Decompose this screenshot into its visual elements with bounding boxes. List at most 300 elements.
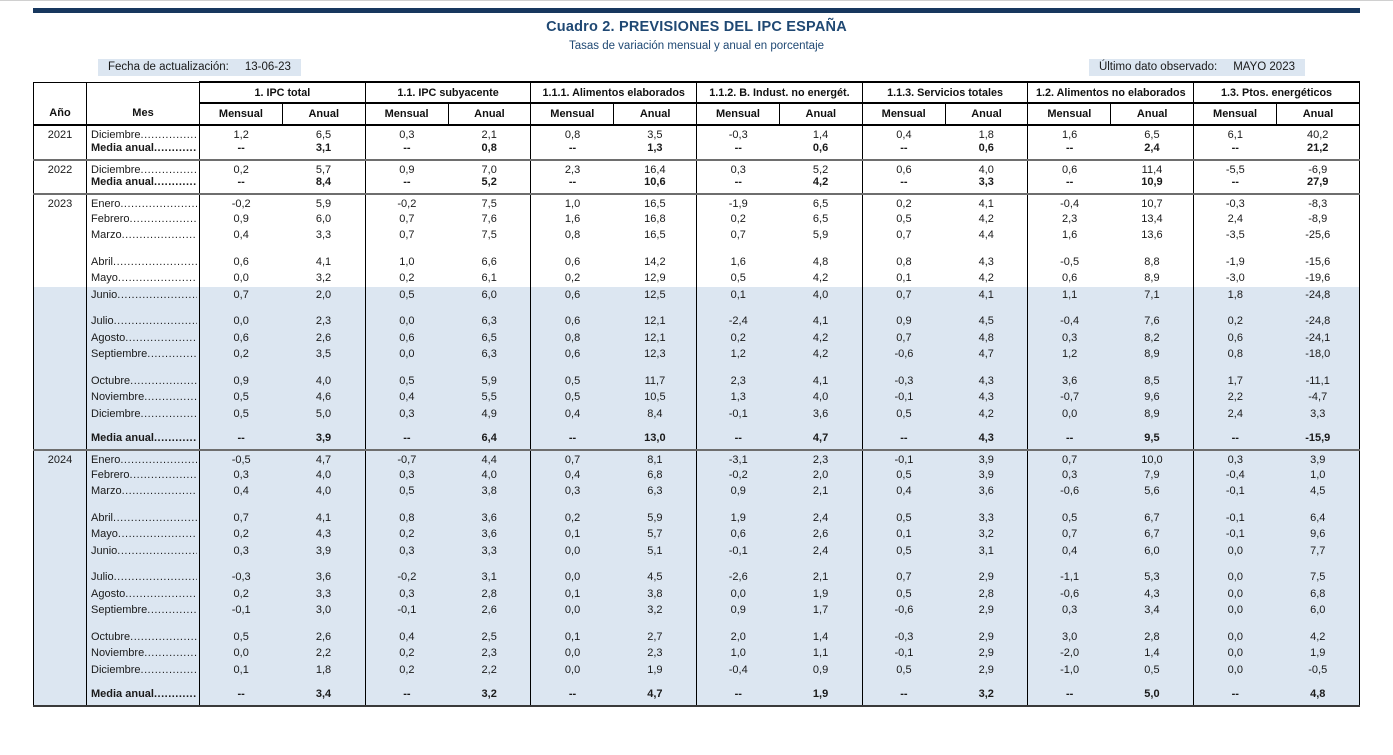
- value-cell: 5,7: [315, 163, 332, 176]
- value-cell: 0,3: [531, 483, 614, 500]
- dot-leader: [118, 272, 197, 284]
- value-cell: 11,4: [1141, 163, 1163, 176]
- dot-leader: [141, 164, 197, 176]
- value-cell: [862, 619, 945, 629]
- value-cell: 2,9: [945, 629, 1028, 646]
- value-cell: 2,3: [1028, 211, 1111, 228]
- value-cell: [697, 678, 780, 688]
- value-cell: -24,1: [1276, 330, 1359, 347]
- value-cell: 4,2: [945, 406, 1028, 423]
- month-label: Enero: [91, 198, 121, 211]
- value-cell: 0,3: [1028, 467, 1111, 484]
- value-cell: --: [531, 142, 614, 160]
- month-label: Abril: [91, 255, 114, 268]
- value-cell: 8,9: [1111, 346, 1194, 363]
- group-header-alimentos-elaborados: 1.1.1. Alimentos elaborados: [531, 82, 697, 103]
- value-cell: 6,0: [1111, 543, 1194, 560]
- spacer-row: [34, 422, 1360, 432]
- value-cell: [945, 500, 1028, 510]
- year-block-2023: [34, 194, 1360, 450]
- month-label: Mayo: [91, 528, 118, 541]
- value-cell: [697, 363, 780, 373]
- value-cell: 0,8: [1194, 346, 1277, 363]
- value-cell: 0,3: [1194, 450, 1277, 467]
- value-cell: 3,1: [315, 141, 332, 154]
- value-cell: -0,6: [862, 602, 945, 619]
- value-cell: 0,0: [531, 569, 614, 586]
- value-cell: 12,1: [614, 313, 697, 330]
- value-cell: 4,1: [315, 255, 332, 268]
- value-cell: [365, 500, 448, 510]
- value-cell: [282, 303, 365, 313]
- value-cell: 2,3: [697, 373, 780, 390]
- value-cell: 6,5: [812, 212, 829, 225]
- month-cell: [87, 363, 200, 373]
- value-cell: 4,3: [945, 373, 1028, 390]
- value-cell: 0,2: [697, 211, 780, 228]
- value-cell: 0,8: [531, 330, 614, 347]
- value-cell: 3,6: [945, 483, 1028, 500]
- month-cell: [87, 303, 200, 313]
- value-cell: 3,3: [282, 586, 365, 603]
- value-cell: [1028, 363, 1111, 373]
- value-cell: 5,9: [448, 373, 531, 390]
- value-cell: 4,8: [945, 330, 1028, 347]
- value-cell: 0,3: [200, 543, 283, 560]
- table-row-2024-diciembre: [34, 662, 1360, 679]
- value-cell: 1,0: [531, 194, 614, 211]
- sub-header-anual: Anual: [282, 103, 365, 125]
- sub-header-mensual: Mensual: [200, 103, 283, 125]
- value-cell: [945, 559, 1028, 569]
- value-cell: 0,2: [365, 645, 448, 662]
- value-cell: -0,2: [365, 569, 448, 586]
- month-cell: [87, 500, 200, 510]
- month-cell: [87, 373, 200, 390]
- sub-header-anual: Anual: [779, 103, 862, 125]
- value-cell: 0,6: [531, 287, 614, 304]
- value-cell: 1,0: [365, 254, 448, 271]
- value-cell: [282, 422, 365, 432]
- update-date-box: [98, 59, 301, 76]
- value-cell: 1,9: [1276, 645, 1359, 662]
- dot-leader: [125, 588, 197, 600]
- value-cell: 40,2: [1276, 125, 1359, 142]
- value-cell: -24,8: [1276, 313, 1359, 330]
- value-cell: -0,5: [1276, 662, 1359, 679]
- value-cell: [614, 244, 697, 254]
- value-cell: 4,7: [945, 346, 1028, 363]
- year-cell: [34, 254, 87, 271]
- value-cell: 8,5: [1111, 373, 1194, 390]
- table-row-2024-octubre: [34, 629, 1360, 646]
- value-cell: [1028, 619, 1111, 629]
- value-cell: -4,7: [1276, 389, 1359, 406]
- value-cell: 0,5: [1111, 662, 1194, 679]
- value-cell: 3,6: [282, 569, 365, 586]
- year-cell: [34, 211, 87, 228]
- value-cell: [282, 678, 365, 688]
- year-cell: [34, 569, 87, 586]
- value-cell: --: [365, 688, 448, 706]
- value-cell: -3,5: [1194, 227, 1277, 244]
- month-cell: [87, 287, 200, 304]
- month-cell: [87, 526, 200, 543]
- value-cell: [1111, 303, 1194, 313]
- value-cell: -15,6: [1276, 254, 1359, 271]
- value-cell: [1276, 678, 1359, 688]
- value-cell: 16,4: [644, 163, 666, 176]
- month-cell: [87, 688, 200, 706]
- month-label: Diciembre: [91, 663, 141, 676]
- dot-leader: [120, 198, 197, 210]
- value-cell: 16,8: [644, 212, 666, 225]
- year-block-2022: [34, 160, 1360, 195]
- value-cell: 0,4: [531, 467, 614, 484]
- value-cell: -0,6: [862, 346, 945, 363]
- value-cell: -0,1: [200, 602, 283, 619]
- value-cell: 0,3: [365, 586, 448, 603]
- value-cell: 0,0: [200, 645, 283, 662]
- value-cell: 0,1: [531, 629, 614, 646]
- value-cell: 8,9: [1144, 272, 1160, 285]
- value-cell: 1,3: [697, 389, 780, 406]
- value-cell: 0,8: [365, 510, 448, 527]
- value-cell: -15,9: [1276, 432, 1359, 450]
- year-cell: 2022: [34, 160, 87, 177]
- value-cell: [448, 422, 531, 432]
- month-label: Octubre: [91, 374, 131, 387]
- value-cell: 0,6: [862, 160, 945, 177]
- value-cell: [200, 559, 283, 569]
- value-cell: -11,1: [1276, 373, 1359, 390]
- value-cell: 0,0: [200, 313, 283, 330]
- value-cell: 4,5: [945, 313, 1028, 330]
- value-cell: 4,2: [779, 346, 862, 363]
- last-observed-value: MAYO 2023: [1233, 61, 1295, 73]
- value-cell: -5,5: [1194, 160, 1277, 177]
- month-label: Agosto: [91, 587, 126, 600]
- value-cell: [697, 619, 780, 629]
- value-cell: 7,7: [1276, 543, 1359, 560]
- year-cell: [34, 483, 87, 500]
- value-cell: 4,1: [945, 287, 1028, 304]
- value-cell: 7,6: [481, 212, 497, 225]
- value-cell: 0,5: [365, 483, 448, 500]
- value-cell: 27,9: [1276, 176, 1359, 194]
- value-cell: -19,6: [1276, 270, 1359, 287]
- value-cell: 0,0: [200, 270, 283, 287]
- year-cell: [34, 363, 87, 373]
- value-cell: 4,4: [448, 450, 531, 467]
- value-cell: --: [1194, 688, 1277, 706]
- value-cell: [1276, 244, 1359, 254]
- value-cell: 1,1: [779, 645, 862, 662]
- value-cell: 1,7: [1194, 373, 1277, 390]
- value-cell: 0,3: [697, 160, 780, 177]
- month-cell: [87, 483, 200, 500]
- value-cell: 12,3: [614, 346, 697, 363]
- value-cell: 8,4: [315, 176, 332, 188]
- value-cell: 6,0: [315, 212, 332, 225]
- value-cell: 10,5: [614, 389, 697, 406]
- value-cell: 0,5: [862, 467, 945, 484]
- table-row-2024-mayo: [34, 526, 1360, 543]
- value-cell: 0,7: [200, 287, 283, 304]
- year-cell: [34, 270, 87, 287]
- spacer-row: [34, 559, 1360, 569]
- year-block-2021: [34, 125, 1360, 160]
- value-cell: 3,6: [1028, 373, 1111, 390]
- value-cell: 4,0: [448, 467, 531, 484]
- value-cell: -3,1: [697, 450, 780, 467]
- value-cell: [1111, 500, 1194, 510]
- value-cell: 4,3: [978, 255, 994, 268]
- value-cell: 12,5: [614, 287, 697, 304]
- value-cell: 5,1: [614, 543, 697, 560]
- value-cell: 16,5: [644, 229, 666, 242]
- value-cell: 2,6: [282, 330, 365, 347]
- value-cell: 1,2: [697, 346, 780, 363]
- value-cell: 2,9: [945, 662, 1028, 679]
- year-block-2024: [34, 450, 1360, 706]
- value-cell: 0,2: [200, 346, 283, 363]
- table-row-2021-media-anual: [34, 142, 1360, 160]
- value-cell: [1276, 500, 1359, 510]
- value-cell: [1028, 500, 1111, 510]
- month-label: Abril: [91, 511, 114, 524]
- last-observed-label: Último dato observado:: [1098, 61, 1218, 73]
- value-cell: 6,0: [1276, 602, 1359, 619]
- value-cell: 2,0: [282, 287, 365, 304]
- value-cell: 3,9: [1276, 450, 1359, 467]
- value-cell: 0,5: [862, 211, 945, 228]
- value-cell: [448, 559, 531, 569]
- value-cell: 6,7: [1111, 510, 1194, 527]
- value-cell: [779, 422, 862, 432]
- table-row-2023-mayo: [34, 270, 1360, 287]
- value-cell: [365, 363, 448, 373]
- value-cell: 0,3: [1028, 602, 1111, 619]
- value-cell: 6,5: [1144, 129, 1160, 142]
- last-observed-box: [1089, 59, 1305, 76]
- value-cell: 5,9: [812, 229, 829, 242]
- value-cell: 0,7: [1028, 450, 1111, 467]
- value-cell: 6,5: [812, 198, 829, 211]
- value-cell: 1,4: [812, 129, 829, 142]
- value-cell: 1,9: [614, 662, 697, 679]
- month-cell: [87, 422, 200, 432]
- value-cell: [614, 678, 697, 688]
- value-cell: 0,4: [1028, 543, 1111, 560]
- value-cell: [1111, 363, 1194, 373]
- value-cell: 6,5: [315, 129, 332, 142]
- value-cell: [200, 678, 283, 688]
- value-cell: 2,3: [282, 313, 365, 330]
- value-cell: [1194, 559, 1277, 569]
- value-cell: 8,2: [1111, 330, 1194, 347]
- value-cell: 0,2: [200, 160, 283, 177]
- value-cell: --: [697, 432, 780, 450]
- value-cell: [1276, 303, 1359, 313]
- value-cell: 6,3: [448, 346, 531, 363]
- value-cell: 13,0: [614, 432, 697, 450]
- value-cell: [365, 678, 448, 688]
- value-cell: 0,4: [531, 406, 614, 423]
- value-cell: 4,9: [448, 406, 531, 423]
- value-cell: 1,2: [200, 125, 283, 142]
- value-cell: 0,6: [1028, 160, 1111, 177]
- value-cell: 0,7: [1028, 526, 1111, 543]
- value-cell: 0,6: [812, 141, 829, 154]
- value-cell: 3,0: [1028, 629, 1111, 646]
- value-cell: 2,9: [945, 569, 1028, 586]
- dot-leader: [122, 485, 197, 497]
- month-cell: [87, 432, 200, 450]
- year-cell: [34, 373, 87, 390]
- value-cell: [862, 363, 945, 373]
- value-cell: 4,2: [779, 330, 862, 347]
- year-cell: [34, 303, 87, 313]
- value-cell: -0,3: [1194, 194, 1277, 211]
- value-cell: 6,7: [1111, 526, 1194, 543]
- table-row-2022-diciembre: [34, 160, 1360, 177]
- value-cell: 0,1: [200, 662, 283, 679]
- year-cell: [34, 467, 87, 484]
- value-cell: [448, 363, 531, 373]
- value-cell: [1276, 559, 1359, 569]
- value-cell: [1276, 422, 1359, 432]
- value-cell: [1276, 619, 1359, 629]
- sub-header-mensual: Mensual: [365, 103, 448, 125]
- value-cell: 0,5: [200, 629, 283, 646]
- table-row-2023-diciembre: [34, 406, 1360, 423]
- value-cell: 2,6: [448, 602, 531, 619]
- value-cell: 0,6: [365, 330, 448, 347]
- value-cell: [1111, 422, 1194, 432]
- value-cell: [365, 422, 448, 432]
- value-cell: 2,9: [945, 602, 1028, 619]
- value-cell: [1194, 244, 1277, 254]
- year-cell: [34, 422, 87, 432]
- table-subtitle: Tasas de variación mensual y anual en porcentaje: [568, 40, 825, 52]
- value-cell: 8,8: [1144, 255, 1160, 268]
- month-cell: [87, 211, 200, 228]
- dot-leader: [113, 256, 197, 268]
- value-cell: [282, 559, 365, 569]
- year-cell: [34, 500, 87, 510]
- value-cell: [779, 678, 862, 688]
- year-cell: [34, 602, 87, 619]
- dot-leader: [144, 647, 197, 659]
- value-cell: [448, 303, 531, 313]
- value-cell: [365, 303, 448, 313]
- value-cell: 4,5: [614, 569, 697, 586]
- value-cell: 0,5: [862, 406, 945, 423]
- year-cell: 2024: [34, 450, 87, 467]
- value-cell: 2,4: [779, 543, 862, 560]
- value-cell: 2,3: [614, 645, 697, 662]
- month-cell: [87, 346, 200, 363]
- group-header-bienes-industriales: 1.1.2. B. Indust. no energét.: [697, 82, 863, 103]
- value-cell: [1194, 500, 1277, 510]
- value-cell: [365, 244, 448, 254]
- dot-leader: [141, 129, 197, 141]
- value-cell: 6,3: [448, 313, 531, 330]
- value-cell: --: [200, 688, 283, 706]
- value-cell: 1,9: [697, 510, 780, 527]
- value-cell: 9,6: [1276, 526, 1359, 543]
- value-cell: 13,6: [1141, 229, 1163, 242]
- month-cell: [87, 645, 200, 662]
- value-cell: [282, 500, 365, 510]
- table-row-2024-septiembre: [34, 602, 1360, 619]
- value-cell: 9,6: [1111, 389, 1194, 406]
- year-cell: [34, 142, 87, 160]
- year-cell: 2021: [34, 125, 87, 142]
- value-cell: 0,8: [862, 254, 945, 271]
- value-cell: 0,5: [531, 373, 614, 390]
- value-cell: [945, 244, 1028, 254]
- value-cell: 3,9: [945, 467, 1028, 484]
- value-cell: 4,0: [282, 467, 365, 484]
- table-row-2024-agosto: [34, 586, 1360, 603]
- value-cell: [1028, 678, 1111, 688]
- month-label: Febrero: [91, 212, 130, 225]
- value-cell: 4,8: [1276, 688, 1359, 706]
- value-cell: [200, 422, 283, 432]
- month-label: Marzo: [91, 229, 122, 242]
- value-cell: 2,1: [481, 129, 497, 142]
- value-cell: 3,1: [945, 543, 1028, 560]
- value-cell: 2,0: [779, 467, 862, 484]
- update-date-value: 13-06-23: [244, 61, 291, 73]
- value-cell: 2,2: [282, 645, 365, 662]
- value-cell: 0,4: [365, 389, 448, 406]
- year-cell: [34, 313, 87, 330]
- value-cell: 5,0: [282, 406, 365, 423]
- month-cell: [87, 270, 200, 287]
- value-cell: 3,2: [448, 688, 531, 706]
- value-cell: 0,6: [531, 346, 614, 363]
- value-cell: 6,4: [1276, 510, 1359, 527]
- month-cell: [87, 602, 200, 619]
- value-cell: [200, 303, 283, 313]
- value-cell: 3,9: [945, 450, 1028, 467]
- value-cell: 0,5: [531, 389, 614, 406]
- value-cell: -18,0: [1276, 346, 1359, 363]
- value-cell: 3,3: [1276, 406, 1359, 423]
- month-cell: [87, 227, 200, 244]
- value-cell: 4,2: [978, 212, 994, 225]
- value-cell: 7,5: [481, 198, 497, 211]
- dot-leader: [141, 408, 197, 420]
- value-cell: -1,1: [1028, 569, 1111, 586]
- value-cell: -0,1: [365, 602, 448, 619]
- value-cell: 2,6: [282, 629, 365, 646]
- value-cell: 0,6: [1028, 270, 1111, 287]
- dot-leader: [118, 528, 197, 540]
- table-row-2023-octubre: [34, 373, 1360, 390]
- month-label: Diciembre: [91, 129, 141, 142]
- value-cell: 3,3: [315, 229, 332, 242]
- value-cell: 21,2: [1276, 142, 1359, 160]
- year-cell: [34, 346, 87, 363]
- value-cell: --: [200, 432, 283, 450]
- value-cell: [282, 244, 365, 254]
- month-label: Junio: [91, 288, 118, 301]
- dot-leader: [122, 229, 197, 241]
